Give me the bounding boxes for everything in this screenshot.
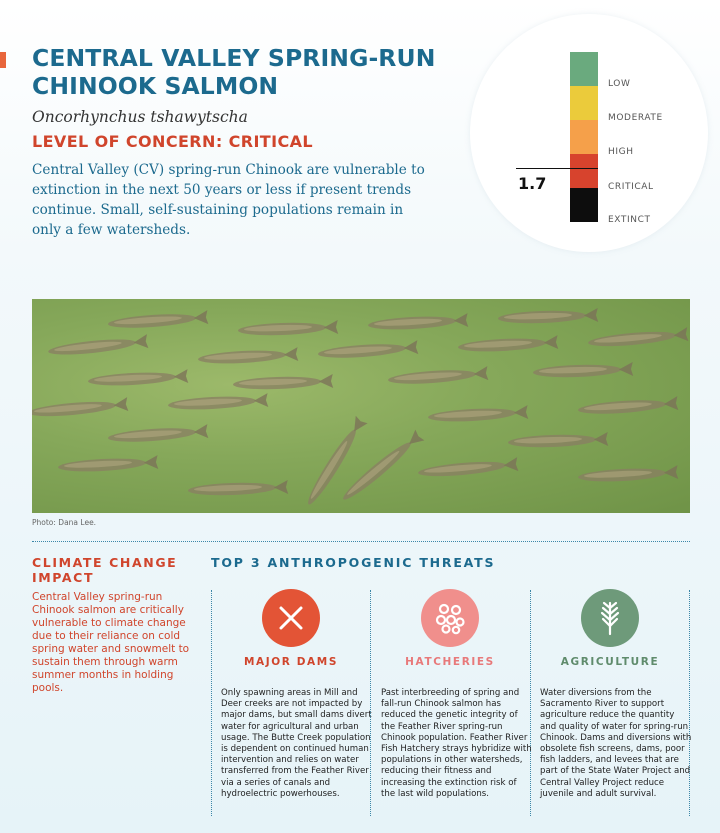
scientific-name: Oncorhynchus tshawytscha xyxy=(32,108,248,126)
fish-eggs-icon xyxy=(421,589,479,647)
gauge-label-critical: CRITICAL xyxy=(608,182,654,192)
threat-label-hatcheries: HATCHERIES xyxy=(405,656,495,668)
gauge-segment-critical xyxy=(570,154,598,188)
section-divider xyxy=(32,541,690,542)
gauge-score: 1.7 xyxy=(518,174,547,193)
salmon-photo xyxy=(32,299,690,513)
threat-text-hatcheries: Past interbreeding of spring and fall-run Chinook salmon has reduced the genetic integrity of the Feather River spring-run Chinook population. Feather River Fish Hatchery strays hybridize with populations in other watersheds, reducing their fitness and increasing the extinction risk of the last wild populations. xyxy=(381,688,532,799)
gauge-label-low: LOW xyxy=(608,79,631,89)
gauge-segment-moderate xyxy=(570,86,598,120)
column-divider xyxy=(211,590,212,816)
gauge-label-extinct: EXTINCT xyxy=(608,215,651,225)
salmon-school-illustration xyxy=(32,299,690,513)
dam-x-icon xyxy=(262,589,320,647)
photo-credit: Photo: Dana Lee. xyxy=(32,518,97,527)
level-of-concern: LEVEL OF CONCERN: CRITICAL xyxy=(32,132,313,151)
gauge-marker-line xyxy=(516,168,598,169)
climate-change-heading: CLIMATE CHANGE IMPACT xyxy=(32,555,178,585)
intro-paragraph: Central Valley (CV) spring-run Chinook are vulnerable to extinction in the next 50 years or less if present trends continue. Small, self-sustaining populations remain in only a few watersheds. xyxy=(32,162,425,238)
climate-change-text: Central Valley spring-run Chinook salmon are critically vulnerable to climate change due to their reliance on cold spring water and snowmelt to sustain them through warm summer months in holding pools. xyxy=(32,591,190,694)
threat-label-major-dams: MAJOR DAMS xyxy=(243,656,338,668)
threat-text-agriculture: Water diversions from the Sacramento River to support agriculture reduce the quantity and quality of water for spring-run Chinook. Dams and diversions with obsolete fish screens, dams, poor fish ladders, and levees that are part of the State Water Project and Central Valley Project reduce juvenile and adult survival. xyxy=(540,688,692,799)
wheat-icon xyxy=(581,589,639,647)
threat-label-agriculture: AGRICULTURE xyxy=(560,656,660,668)
threats-heading: TOP 3 ANTHROPOGENIC THREATS xyxy=(211,555,496,570)
gauge-segment-high xyxy=(570,120,598,154)
gauge-label-high: HIGH xyxy=(608,147,634,157)
gauge-label-moderate: MODERATE xyxy=(608,113,663,123)
gauge-segment-low xyxy=(570,52,598,86)
threat-text-major-dams: Only spawning areas in Mill and Deer creeks are not impacted by major dams, but small dams divert water for agricultural and urban usage. The Butte Creek population is dependent on continued human intervention and relies on water transferred from the Feather River via a series of canals and hydroelectric powerhouses. xyxy=(221,688,372,799)
accent-bar xyxy=(0,52,6,68)
concern-gauge xyxy=(570,52,598,222)
page-title: CENTRAL VALLEY SPRING-RUN CHINOOK SALMON xyxy=(32,44,436,100)
gauge-segment-extinct xyxy=(570,188,598,222)
